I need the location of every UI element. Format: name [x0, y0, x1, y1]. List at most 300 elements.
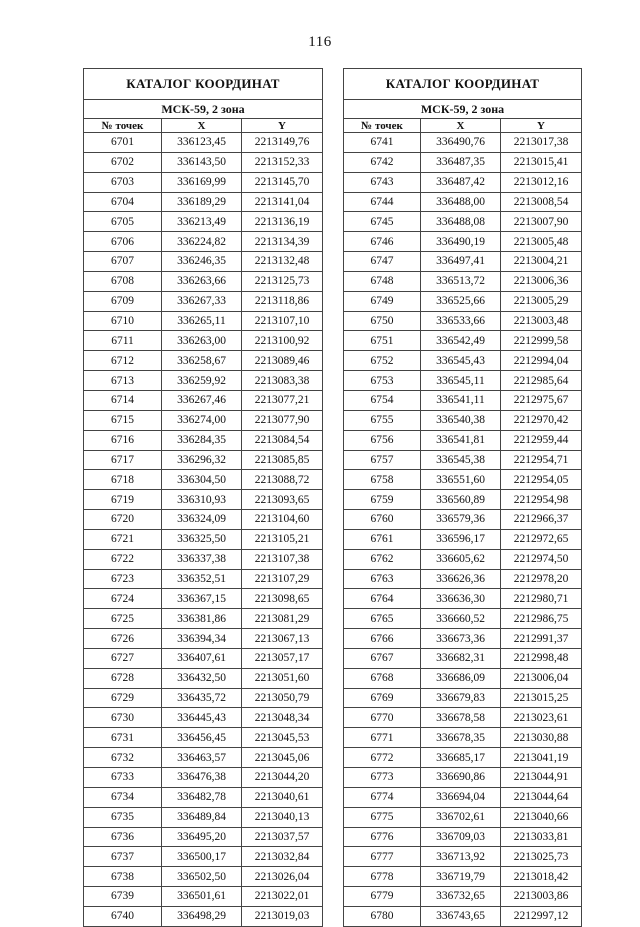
- x-coordinate: 336541,11: [421, 390, 501, 410]
- point-number: 6760: [344, 510, 421, 530]
- point-number: 6753: [344, 371, 421, 391]
- header-point-number: № точек: [344, 119, 421, 133]
- y-coordinate: 2213017,38: [501, 133, 582, 153]
- table-body: [344, 133, 582, 927]
- y-coordinate: 2213041,19: [501, 748, 582, 768]
- point-number: 6731: [84, 728, 162, 748]
- point-number: 6766: [344, 629, 421, 649]
- y-coordinate: 2213040,61: [242, 787, 323, 807]
- table-row: [344, 390, 582, 410]
- point-number: 6739: [84, 887, 162, 907]
- point-number: 6713: [84, 371, 162, 391]
- page-number: 116: [308, 34, 332, 50]
- y-coordinate: 2213077,21: [242, 390, 323, 410]
- catalog-title: КАТАЛОГ КООРДИНАТ: [344, 69, 582, 100]
- table-row: [344, 212, 582, 232]
- point-number: 6774: [344, 787, 421, 807]
- table-row: [344, 887, 582, 907]
- table-row: [84, 351, 323, 371]
- table-row: [84, 827, 323, 847]
- table-row: [84, 152, 323, 172]
- point-number: 6744: [344, 192, 421, 212]
- header-point-number: № точек: [84, 119, 162, 133]
- table-row: [84, 430, 323, 450]
- table-row: [344, 648, 582, 668]
- point-number: 6715: [84, 410, 162, 430]
- point-number: 6770: [344, 708, 421, 728]
- table-row: [84, 510, 323, 530]
- y-coordinate: 2213136,19: [242, 212, 323, 232]
- y-coordinate: 2213105,21: [242, 529, 323, 549]
- table-row: [344, 906, 582, 926]
- point-number: 6765: [344, 609, 421, 629]
- y-coordinate: 2213018,42: [501, 867, 582, 887]
- x-coordinate: 336463,57: [162, 748, 242, 768]
- point-number: 6752: [344, 351, 421, 371]
- table-row: [344, 371, 582, 391]
- table-row: [84, 629, 323, 649]
- y-coordinate: 2213044,20: [242, 768, 323, 788]
- point-number: 6741: [344, 133, 421, 153]
- point-number: 6750: [344, 311, 421, 331]
- point-number: 6707: [84, 252, 162, 272]
- x-coordinate: 336525,66: [421, 291, 501, 311]
- table-row: [344, 252, 582, 272]
- y-coordinate: 2213093,65: [242, 490, 323, 510]
- point-number: 6745: [344, 212, 421, 232]
- x-coordinate: 336267,33: [162, 291, 242, 311]
- point-number: 6721: [84, 529, 162, 549]
- y-coordinate: 2213141,04: [242, 192, 323, 212]
- y-coordinate: 2213085,85: [242, 450, 323, 470]
- point-number: 6761: [344, 529, 421, 549]
- x-coordinate: 336337,38: [162, 549, 242, 569]
- point-number: 6710: [84, 311, 162, 331]
- x-coordinate: 336394,34: [162, 629, 242, 649]
- y-coordinate: 2213030,88: [501, 728, 582, 748]
- coordinate-catalog-left: [83, 68, 323, 927]
- x-coordinate: 336732,65: [421, 887, 501, 907]
- table-row: [84, 768, 323, 788]
- point-number: 6701: [84, 133, 162, 153]
- x-coordinate: 336545,38: [421, 450, 501, 470]
- point-number: 6755: [344, 410, 421, 430]
- y-coordinate: 2212959,44: [501, 430, 582, 450]
- y-coordinate: 2213145,70: [242, 172, 323, 192]
- x-coordinate: 336678,58: [421, 708, 501, 728]
- table-row: [344, 271, 582, 291]
- y-coordinate: 2213022,01: [242, 887, 323, 907]
- point-number: 6720: [84, 510, 162, 530]
- y-coordinate: 2213067,13: [242, 629, 323, 649]
- x-coordinate: 336407,61: [162, 648, 242, 668]
- table-row: [344, 609, 582, 629]
- table-row: [344, 470, 582, 490]
- x-coordinate: 336267,46: [162, 390, 242, 410]
- point-number: 6754: [344, 390, 421, 410]
- y-coordinate: 2213008,54: [501, 192, 582, 212]
- table-row: [84, 371, 323, 391]
- table-row: [344, 311, 582, 331]
- x-coordinate: 336189,29: [162, 192, 242, 212]
- x-coordinate: 336367,15: [162, 589, 242, 609]
- point-number: 6730: [84, 708, 162, 728]
- y-coordinate: 2213037,57: [242, 827, 323, 847]
- point-number: 6749: [344, 291, 421, 311]
- y-coordinate: 2213044,64: [501, 787, 582, 807]
- y-coordinate: 2213003,48: [501, 311, 582, 331]
- x-coordinate: 336545,43: [421, 351, 501, 371]
- point-number: 6725: [84, 609, 162, 629]
- y-coordinate: 2213077,90: [242, 410, 323, 430]
- y-coordinate: 2213040,13: [242, 807, 323, 827]
- table-row: [84, 529, 323, 549]
- y-coordinate: 2213149,76: [242, 133, 323, 153]
- x-coordinate: 336324,09: [162, 510, 242, 530]
- table-row: [344, 172, 582, 192]
- table-row: [84, 212, 323, 232]
- y-coordinate: 2213026,04: [242, 867, 323, 887]
- point-number: 6719: [84, 490, 162, 510]
- y-coordinate: 2212954,71: [501, 450, 582, 470]
- y-coordinate: 2213152,33: [242, 152, 323, 172]
- point-number: 6733: [84, 768, 162, 788]
- x-coordinate: 336541,81: [421, 430, 501, 450]
- x-coordinate: 336476,38: [162, 768, 242, 788]
- y-coordinate: 2213051,60: [242, 668, 323, 688]
- point-number: 6779: [344, 887, 421, 907]
- y-coordinate: 2213134,39: [242, 232, 323, 252]
- x-coordinate: 336432,50: [162, 668, 242, 688]
- x-coordinate: 336123,45: [162, 133, 242, 153]
- point-number: 6759: [344, 490, 421, 510]
- point-number: 6778: [344, 867, 421, 887]
- x-coordinate: 336605,62: [421, 549, 501, 569]
- table-row: [84, 291, 323, 311]
- point-number: 6734: [84, 787, 162, 807]
- y-coordinate: 2212954,98: [501, 490, 582, 510]
- point-number: 6740: [84, 906, 162, 926]
- point-number: 6758: [344, 470, 421, 490]
- x-coordinate: 336502,50: [162, 867, 242, 887]
- y-coordinate: 2213107,10: [242, 311, 323, 331]
- y-coordinate: 2213045,53: [242, 728, 323, 748]
- x-coordinate: 336682,31: [421, 648, 501, 668]
- y-coordinate: 2212970,42: [501, 410, 582, 430]
- table-row: [344, 867, 582, 887]
- table-row: [344, 152, 582, 172]
- y-coordinate: 2213033,81: [501, 827, 582, 847]
- table-row: [344, 450, 582, 470]
- y-coordinate: 2213006,04: [501, 668, 582, 688]
- x-coordinate: 336560,89: [421, 490, 501, 510]
- y-coordinate: 2213044,91: [501, 768, 582, 788]
- table-row: [84, 807, 323, 827]
- x-coordinate: 336456,45: [162, 728, 242, 748]
- table-row: [344, 688, 582, 708]
- x-coordinate: 336482,78: [162, 787, 242, 807]
- table-row: [84, 589, 323, 609]
- table-row: [84, 410, 323, 430]
- x-coordinate: 336265,11: [162, 311, 242, 331]
- x-coordinate: 336686,09: [421, 668, 501, 688]
- point-number: 6748: [344, 271, 421, 291]
- x-coordinate: 336694,04: [421, 787, 501, 807]
- table-row: [344, 133, 582, 153]
- y-coordinate: 2212997,12: [501, 906, 582, 926]
- y-coordinate: 2213098,65: [242, 589, 323, 609]
- y-coordinate: 2213045,06: [242, 748, 323, 768]
- point-number: 6702: [84, 152, 162, 172]
- x-coordinate: 336213,49: [162, 212, 242, 232]
- y-coordinate: 2213100,92: [242, 331, 323, 351]
- x-coordinate: 336263,66: [162, 271, 242, 291]
- table-row: [84, 271, 323, 291]
- header-y: Y: [242, 119, 323, 133]
- point-number: 6767: [344, 648, 421, 668]
- x-coordinate: 336501,61: [162, 887, 242, 907]
- y-coordinate: 2213007,90: [501, 212, 582, 232]
- coordinate-zone: МСК-59, 2 зона: [344, 100, 582, 119]
- y-coordinate: 2213118,86: [242, 291, 323, 311]
- point-number: 6773: [344, 768, 421, 788]
- y-coordinate: 2213050,79: [242, 688, 323, 708]
- point-number: 6775: [344, 807, 421, 827]
- point-number: 6743: [344, 172, 421, 192]
- x-coordinate: 336489,84: [162, 807, 242, 827]
- x-coordinate: 336284,35: [162, 430, 242, 450]
- header-x: X: [421, 119, 501, 133]
- y-coordinate: 2213006,36: [501, 271, 582, 291]
- y-coordinate: 2213132,48: [242, 252, 323, 272]
- x-coordinate: 336259,92: [162, 371, 242, 391]
- point-number: 6712: [84, 351, 162, 371]
- x-coordinate: 336304,50: [162, 470, 242, 490]
- point-number: 6746: [344, 232, 421, 252]
- table-row: [84, 867, 323, 887]
- point-number: 6728: [84, 668, 162, 688]
- x-coordinate: 336258,67: [162, 351, 242, 371]
- x-coordinate: 336673,36: [421, 629, 501, 649]
- point-number: 6732: [84, 748, 162, 768]
- point-number: 6724: [84, 589, 162, 609]
- y-coordinate: 2213005,48: [501, 232, 582, 252]
- x-coordinate: 336325,50: [162, 529, 242, 549]
- x-coordinate: 336381,86: [162, 609, 242, 629]
- y-coordinate: 2213015,41: [501, 152, 582, 172]
- x-coordinate: 336445,43: [162, 708, 242, 728]
- x-coordinate: 336224,82: [162, 232, 242, 252]
- x-coordinate: 336488,00: [421, 192, 501, 212]
- point-number: 6772: [344, 748, 421, 768]
- y-coordinate: 2212975,67: [501, 390, 582, 410]
- table-row: [84, 668, 323, 688]
- table-row: [344, 708, 582, 728]
- y-coordinate: 2212999,58: [501, 331, 582, 351]
- x-coordinate: 336513,72: [421, 271, 501, 291]
- x-coordinate: 336709,03: [421, 827, 501, 847]
- y-coordinate: 2213004,21: [501, 252, 582, 272]
- x-coordinate: 336487,35: [421, 152, 501, 172]
- point-number: 6735: [84, 807, 162, 827]
- point-number: 6722: [84, 549, 162, 569]
- y-coordinate: 2212974,50: [501, 549, 582, 569]
- table-body: [84, 133, 323, 927]
- table-row: [84, 311, 323, 331]
- table-row: [344, 827, 582, 847]
- point-number: 6768: [344, 668, 421, 688]
- table-row: [344, 748, 582, 768]
- y-coordinate: 2212985,64: [501, 371, 582, 391]
- table-row: [84, 192, 323, 212]
- y-coordinate: 2213089,46: [242, 351, 323, 371]
- point-number: 6716: [84, 430, 162, 450]
- table-row: [84, 787, 323, 807]
- table-row: [344, 768, 582, 788]
- x-coordinate: 336296,32: [162, 450, 242, 470]
- point-number: 6777: [344, 847, 421, 867]
- table-row: [344, 589, 582, 609]
- table-row: [344, 510, 582, 530]
- table-row: [84, 569, 323, 589]
- x-coordinate: 336719,79: [421, 867, 501, 887]
- y-coordinate: 2213032,84: [242, 847, 323, 867]
- x-coordinate: 336310,93: [162, 490, 242, 510]
- table-row: [84, 887, 323, 907]
- y-coordinate: 2213083,38: [242, 371, 323, 391]
- x-coordinate: 336713,92: [421, 847, 501, 867]
- x-coordinate: 336690,86: [421, 768, 501, 788]
- x-coordinate: 336490,19: [421, 232, 501, 252]
- y-coordinate: 2212966,37: [501, 510, 582, 530]
- y-coordinate: 2213012,16: [501, 172, 582, 192]
- y-coordinate: 2213025,73: [501, 847, 582, 867]
- y-coordinate: 2213107,29: [242, 569, 323, 589]
- table-row: [84, 252, 323, 272]
- x-coordinate: 336545,11: [421, 371, 501, 391]
- table-row: [344, 549, 582, 569]
- table-row: [84, 450, 323, 470]
- table-row: [344, 629, 582, 649]
- point-number: 6723: [84, 569, 162, 589]
- table-row: [84, 549, 323, 569]
- x-coordinate: 336636,30: [421, 589, 501, 609]
- table-row: [344, 351, 582, 371]
- table-row: [344, 668, 582, 688]
- point-number: 6708: [84, 271, 162, 291]
- x-coordinate: 336542,49: [421, 331, 501, 351]
- point-number: 6757: [344, 450, 421, 470]
- x-coordinate: 336274,00: [162, 410, 242, 430]
- y-coordinate: 2213081,29: [242, 609, 323, 629]
- y-coordinate: 2212991,37: [501, 629, 582, 649]
- point-number: 6729: [84, 688, 162, 708]
- y-coordinate: 2213005,29: [501, 291, 582, 311]
- coordinate-zone: МСК-59, 2 зона: [84, 100, 323, 119]
- table-row: [84, 232, 323, 252]
- table-row: [84, 133, 323, 153]
- point-number: 6771: [344, 728, 421, 748]
- x-coordinate: 336487,42: [421, 172, 501, 192]
- point-number: 6756: [344, 430, 421, 450]
- y-coordinate: 2213088,72: [242, 470, 323, 490]
- x-coordinate: 336488,08: [421, 212, 501, 232]
- table-row: [84, 331, 323, 351]
- table-row: [344, 490, 582, 510]
- point-number: 6727: [84, 648, 162, 668]
- x-coordinate: 336579,36: [421, 510, 501, 530]
- point-number: 6776: [344, 827, 421, 847]
- table-row: [344, 331, 582, 351]
- table-row: [84, 172, 323, 192]
- point-number: 6769: [344, 688, 421, 708]
- y-coordinate: 2213003,86: [501, 887, 582, 907]
- x-coordinate: 336679,83: [421, 688, 501, 708]
- table-row: [84, 847, 323, 867]
- table-row: [84, 490, 323, 510]
- catalog-title: КАТАЛОГ КООРДИНАТ: [84, 69, 323, 100]
- table-row: [344, 529, 582, 549]
- table-row: [84, 648, 323, 668]
- y-coordinate: 2213023,61: [501, 708, 582, 728]
- table-row: [344, 787, 582, 807]
- table-row: [344, 232, 582, 252]
- point-number: 6737: [84, 847, 162, 867]
- point-number: 6726: [84, 629, 162, 649]
- y-coordinate: 2213084,54: [242, 430, 323, 450]
- table-row: [344, 728, 582, 748]
- x-coordinate: 336490,76: [421, 133, 501, 153]
- point-number: 6762: [344, 549, 421, 569]
- x-coordinate: 336352,51: [162, 569, 242, 589]
- x-coordinate: 336533,66: [421, 311, 501, 331]
- x-coordinate: 336143,50: [162, 152, 242, 172]
- x-coordinate: 336169,99: [162, 172, 242, 192]
- header-x: X: [162, 119, 242, 133]
- table-row: [344, 807, 582, 827]
- point-number: 6709: [84, 291, 162, 311]
- x-coordinate: 336743,65: [421, 906, 501, 926]
- point-number: 6736: [84, 827, 162, 847]
- table-row: [344, 291, 582, 311]
- point-number: 6747: [344, 252, 421, 272]
- point-number: 6704: [84, 192, 162, 212]
- x-coordinate: 336540,38: [421, 410, 501, 430]
- y-coordinate: 2212986,75: [501, 609, 582, 629]
- x-coordinate: 336246,35: [162, 252, 242, 272]
- x-coordinate: 336660,52: [421, 609, 501, 629]
- x-coordinate: 336435,72: [162, 688, 242, 708]
- y-coordinate: 2212994,04: [501, 351, 582, 371]
- point-number: 6711: [84, 331, 162, 351]
- x-coordinate: 336495,20: [162, 827, 242, 847]
- x-coordinate: 336498,29: [162, 906, 242, 926]
- y-coordinate: 2213104,60: [242, 510, 323, 530]
- point-number: 6717: [84, 450, 162, 470]
- y-coordinate: 2213057,17: [242, 648, 323, 668]
- x-coordinate: 336685,17: [421, 748, 501, 768]
- header-y: Y: [501, 119, 582, 133]
- x-coordinate: 336596,17: [421, 529, 501, 549]
- point-number: 6714: [84, 390, 162, 410]
- table-row: [344, 847, 582, 867]
- point-number: 6703: [84, 172, 162, 192]
- x-coordinate: 336497,41: [421, 252, 501, 272]
- point-number: 6764: [344, 589, 421, 609]
- table-row: [84, 609, 323, 629]
- table-row: [84, 390, 323, 410]
- point-number: 6718: [84, 470, 162, 490]
